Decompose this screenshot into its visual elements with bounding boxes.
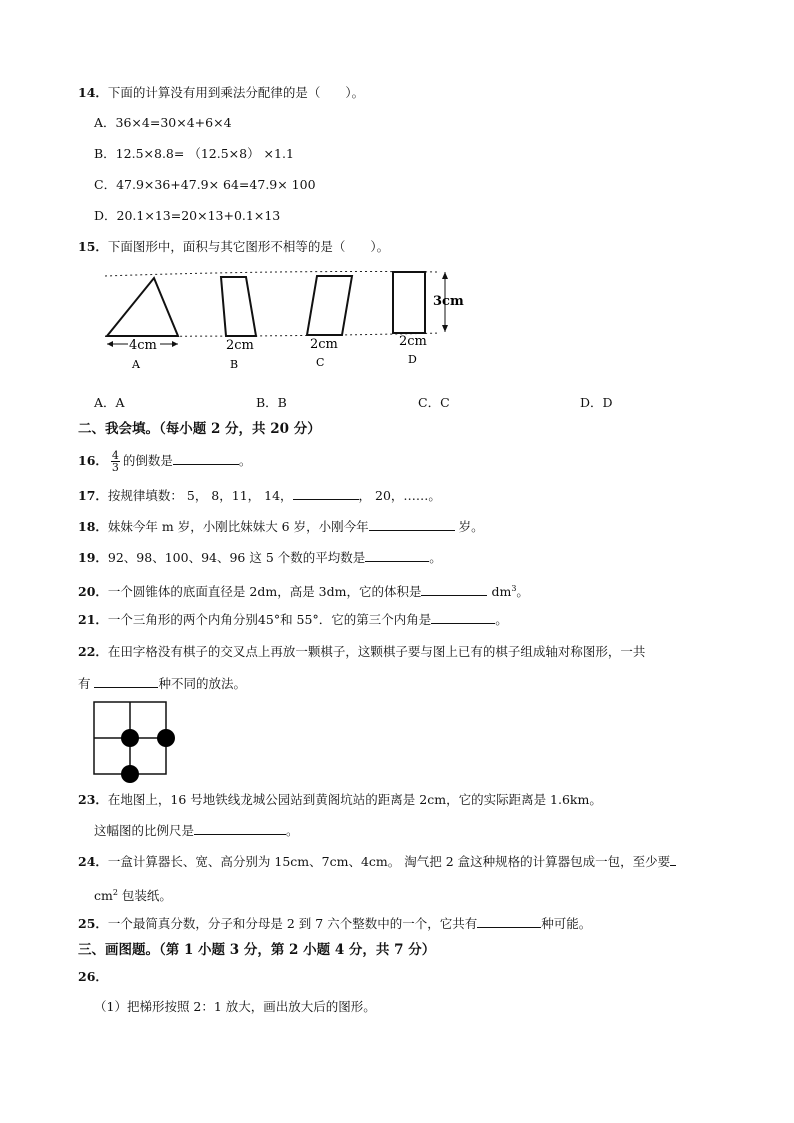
question-stem: 一个圆锥体的底面直径是 2dm，高是 3dm，它的体积是: [107, 584, 422, 600]
label-name-b: B: [230, 358, 239, 371]
label-name-a: A: [132, 358, 140, 371]
question-24-line-2: $cm^2$ 包装纸。: [94, 888, 172, 904]
option-b: B．12.5×8.8= （12.5×8） ×1.1: [94, 146, 294, 161]
question-18: 18．妹妹今年 m 岁，小刚比妹妹大 6 岁，小刚今年 岁。: [78, 519, 484, 534]
answer-blank[interactable]: [369, 518, 455, 531]
answer-blank[interactable]: [293, 487, 359, 500]
option-c: C．C: [418, 395, 450, 410]
question-number: 15．: [78, 239, 108, 254]
question-stem: 92、98、100、94、96 这 5 个数的平均数是: [107, 550, 366, 565]
question-stem: 在地图上，16 号地铁线龙城公园站到黄阁坑站的距离是 2cm，它的实际距离是 1.6km。: [107, 792, 602, 807]
tian-grid-figure: [90, 698, 176, 784]
question-26-sub-1: （1）把梯形按照 2：1 放大，画出放大后的图形。: [94, 999, 376, 1014]
question-stem: 在田字格没有棋子的交叉点上再放一颗棋子，这颗棋子要与图上已有的棋子组成轴对称图形，一共: [107, 644, 646, 659]
answer-blank[interactable]: [365, 549, 429, 562]
question-number: 18．: [78, 519, 108, 534]
answer-blank[interactable]: [670, 853, 676, 866]
question-number: 14．: [78, 85, 108, 100]
question-20: 20．一个圆锥体的底面直径是 2dm，高是 3dm，它的体积是 $dm^3$。: [78, 584, 529, 600]
label-d-base: 2cm: [399, 334, 427, 349]
answer-blank[interactable]: [477, 915, 541, 928]
question-number: 24．: [78, 854, 108, 869]
label-name-d: D: [408, 353, 417, 366]
option-b: B．B: [256, 395, 287, 410]
label-name-c: C: [316, 356, 325, 369]
question-26: [78, 968, 108, 986]
question-number: 23．: [78, 792, 108, 807]
question-stem: 下面图形中，面积与其它图形不相等的是（ ）。: [107, 239, 390, 254]
label-c-base: 2cm: [310, 337, 338, 352]
question-stem: 一个三角形的两个内角分别45°和 55°．它的第三个内角是: [107, 612, 432, 627]
question-14: [78, 84, 364, 102]
question-number: 20．: [78, 584, 108, 600]
answer-blank[interactable]: [431, 611, 495, 624]
question-number: 21．: [78, 612, 108, 627]
option-a: A．A: [94, 395, 125, 410]
question-19: 19．92、98、100、94、96 这 5 个数的平均数是 。: [78, 550, 442, 565]
answer-blank[interactable]: [194, 822, 286, 835]
question-25: 25．一个最简真分数，分子和分母是 2 到 7 六个整数中的一个，它共有 种可能。: [78, 916, 592, 931]
chess-piece: [121, 765, 139, 783]
label-a-base: 4cm: [129, 338, 157, 353]
question-17: 17．按规律填数： 5， 8，11， 14， ， 20，……。: [78, 488, 441, 503]
question-24: [78, 853, 676, 871]
option-c: C．47.9×36+47.9× 64=47.9× 100: [94, 177, 316, 192]
section-3-title: 三、画图题。（第 1 小题 3 分，第 2 小题 4 分，共 7 分）: [78, 942, 436, 958]
area-shapes-figure: [100, 262, 470, 377]
chess-piece: [157, 729, 175, 747]
answer-blank[interactable]: [173, 452, 239, 465]
trapezoid-b: [221, 277, 256, 336]
question-stem: 下面的计算没有用到乘法分配律的是（ ）。: [107, 85, 365, 100]
question-22-line-2: 有 种不同的放法。: [78, 676, 246, 691]
question-stem: 一盒计算器长、宽、高分别为 15cm、7cm、4cm。 淘气把 2 盒这种规格的计算器包成一包，至少要: [107, 854, 671, 869]
question-23-line-2: 这幅图的比例尺是 。: [94, 823, 299, 838]
rectangle-d: [393, 272, 425, 333]
question-number: 26．: [78, 969, 108, 984]
question-15: [78, 238, 389, 256]
fraction: [111, 450, 120, 473]
question-number: 16．: [78, 453, 108, 468]
question-stem: 按规律填数： 5， 8，11， 14，: [107, 488, 293, 503]
question-21: 21．一个三角形的两个内角分别45°和 55°．它的第三个内角是 。: [78, 612, 508, 627]
fraction-denominator: 3: [111, 461, 119, 474]
question-22: [78, 643, 645, 661]
label-height: 3cm: [433, 294, 464, 309]
chess-piece: [121, 729, 139, 747]
question-number: 22．: [78, 644, 108, 659]
parallelogram-c: [307, 276, 352, 335]
section-2-title: 二、我会填。（每小题 2 分，共 20 分）: [78, 421, 321, 437]
question-number: 17．: [78, 488, 108, 503]
question-number: 25．: [78, 916, 108, 931]
fraction-numerator: 4: [111, 449, 119, 462]
question-number: 19．: [78, 550, 108, 565]
question-stem: 的倒数是: [122, 453, 173, 468]
option-d: D．D: [580, 395, 613, 410]
question-stem: 一个最简真分数，分子和分母是 2 到 7 六个整数中的一个，它共有: [107, 916, 478, 931]
answer-blank[interactable]: [94, 675, 158, 688]
question-16: 16． $\frac{4}{3}$ 的倒数是 。: [78, 449, 252, 474]
question-stem: 妹妹今年 m 岁，小刚比妹妹大 6 岁，小刚今年: [107, 519, 369, 534]
triangle-a: [107, 278, 178, 336]
answer-blank[interactable]: [421, 583, 487, 596]
label-b-base: 2cm: [226, 338, 254, 353]
option-d: D．20.1×13=20×13+0.1×13: [94, 208, 281, 223]
top-dotted-line: [105, 272, 440, 277]
option-a: A．36×4=30×4+6×4: [94, 115, 232, 130]
question-23: [78, 791, 602, 809]
